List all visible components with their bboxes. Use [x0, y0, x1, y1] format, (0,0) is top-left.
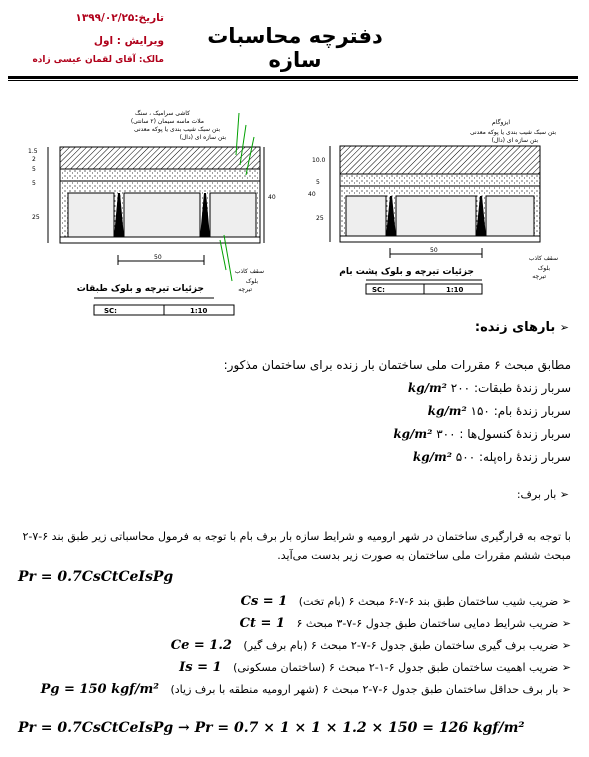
factor-item: ➢ ضریب اهمیت ساختمان طبق جدول ۶-۱-۲ مبحث ۶ (ساختمان مسکونی) Is = 1: [179, 660, 571, 675]
date-label: تاریخ:۱۳۹۹/۰۲/۲۵: [75, 12, 164, 24]
dim-5: 25: [32, 214, 40, 221]
right-scale-value: 1:10: [446, 286, 464, 294]
left-scale-label: SC:: [104, 307, 117, 315]
right-scale-label: SC:: [372, 286, 385, 294]
owner-label: مالک: آقای لقمان عیسی زاده: [32, 55, 164, 65]
right-figure-caption: جزئیات تیرچه و بلوک پشت بام: [339, 267, 474, 277]
roof-slab-detail-figure: [306, 100, 576, 300]
arrow-bullet-icon: ➢: [561, 595, 571, 608]
dim-1: 1.5: [28, 148, 38, 155]
dim-3: 5: [32, 166, 36, 173]
version-label: ویرایش : اول: [93, 35, 164, 47]
dim-2: 2: [32, 156, 36, 163]
left-figure-caption: جزئیات تیرچه و بلوک طبقات: [76, 284, 204, 294]
left-scale-value: 1:10: [190, 307, 208, 315]
label-light-concrete-roof: بتن سبک شیب بندی یا پوکه معدنی: [469, 129, 556, 136]
label-isogam: ایزوگام: [492, 119, 510, 126]
dim-4: 5: [32, 180, 36, 187]
label-structural-concrete-roof: بتن سازه ای (دال): [491, 137, 538, 144]
live-load-heading: ➢ بارهای زنده:: [474, 320, 569, 335]
label-block-roof: بلوک: [537, 265, 550, 272]
label-joist: تیرچه: [238, 286, 252, 293]
roof-dim-5: 50: [430, 247, 438, 254]
factor-item: ➢ ضریب شرایط دمایی ساختمان طبق جدول ۶-۷-۳ مبحث ۶ Ct = 1: [239, 616, 571, 631]
factor-item: ➢ ضریب برف گیری ساختمان طبق جدول ۶-۷-۲ مبحث ۶ (بام برف گیر) Ce = 1.2: [170, 638, 571, 653]
arrow-bullet-icon: ➢: [561, 617, 571, 630]
arrow-bullet-icon: ➢: [561, 661, 571, 674]
arrow-bullet-icon: ➢: [559, 321, 569, 334]
header-rule: [8, 76, 578, 79]
factor-item: ➢ ضریب شیب ساختمان طبق بند ۶-۷-۶ مبحث ۶ (بام تخت) Cs = 1: [240, 594, 571, 609]
arrow-bullet-icon: ➢: [559, 488, 569, 501]
snow-load-heading: ➢ بار برف:: [516, 488, 569, 501]
live-load-item: سربار زندهٔ بام: ۱۵۰ kg/m²: [427, 404, 571, 418]
snow-load-final-result: Pr = 0.7CsCtCeIsPg → Pr = 0.7 × 1 × 1 × 1.2 × 150 = 126 kgf/m²: [18, 720, 525, 736]
header-rule-thin: [8, 80, 578, 81]
live-load-intro: مطابق مبحث ۶ مقررات ملی ساختمان بار زنده برای ساختمان مذکور:: [223, 358, 571, 372]
roof-dim-1: 10.0: [312, 157, 326, 164]
label-false-ceiling: سقف کاذب: [234, 268, 264, 275]
floor-slab-detail-figure: [14, 95, 304, 325]
roof-dim-4: 40: [308, 191, 316, 198]
arrow-bullet-icon: ➢: [561, 683, 571, 696]
page-title: دفترچه محاسبات سازه: [207, 24, 383, 72]
label-light-concrete: بتن سبک شیب بندی یا پوکه معدنی: [133, 126, 220, 133]
factor-item: ➢ بار برف حداقل ساختمان طبق جدول ۶-۷-۲ مبحث ۶ (شهر ارومیه منطقه با برف زیاد) Pg = 150 kgf/m²: [40, 682, 571, 697]
label-mortar: ملات ماسه سیمان (۲ سانتی): [130, 118, 204, 125]
label-joist-roof: تیرچه: [532, 273, 546, 280]
roof-dim-3: 25: [316, 215, 324, 222]
dim-6: 40: [268, 194, 276, 201]
label-block: بلوک: [245, 278, 258, 285]
arrow-bullet-icon: ➢: [561, 639, 571, 652]
live-load-item: سربار زندهٔ طبقات: ۲۰۰ kg/m²: [407, 381, 571, 395]
roof-dim-2: 5: [316, 179, 320, 186]
label-structural-concrete: بتن سازه ای (دال): [179, 134, 226, 141]
right-slab-drawing: [330, 146, 540, 258]
snow-load-paragraph: با توجه به قرارگیری ساختمان در شهر ارومیه و شرایط سازه بار برف بام با توجه به فرمول محاسباتی زیر طبق بند ۶-۷-۲: [22, 530, 571, 543]
live-load-item: سربار زندهٔ کنسول‌ها : ۳۰۰ kg/m²: [393, 427, 571, 441]
snow-load-paragraph: مبحث ششم مقررات ملی ساختمان به صورت زیر بدست می‌آید.: [277, 549, 571, 562]
dim-7: 50: [154, 254, 162, 261]
label-tile: کاشی سرامیک ، سنگ: [135, 110, 190, 117]
label-false-ceiling-roof: سقف کاذب: [528, 255, 558, 262]
snow-load-formula: Pr = 0.7CsCtCeIsPg: [18, 569, 174, 585]
live-load-item: سربار زندهٔ راه‌پله: ۵۰۰ kg/m²: [412, 450, 571, 464]
